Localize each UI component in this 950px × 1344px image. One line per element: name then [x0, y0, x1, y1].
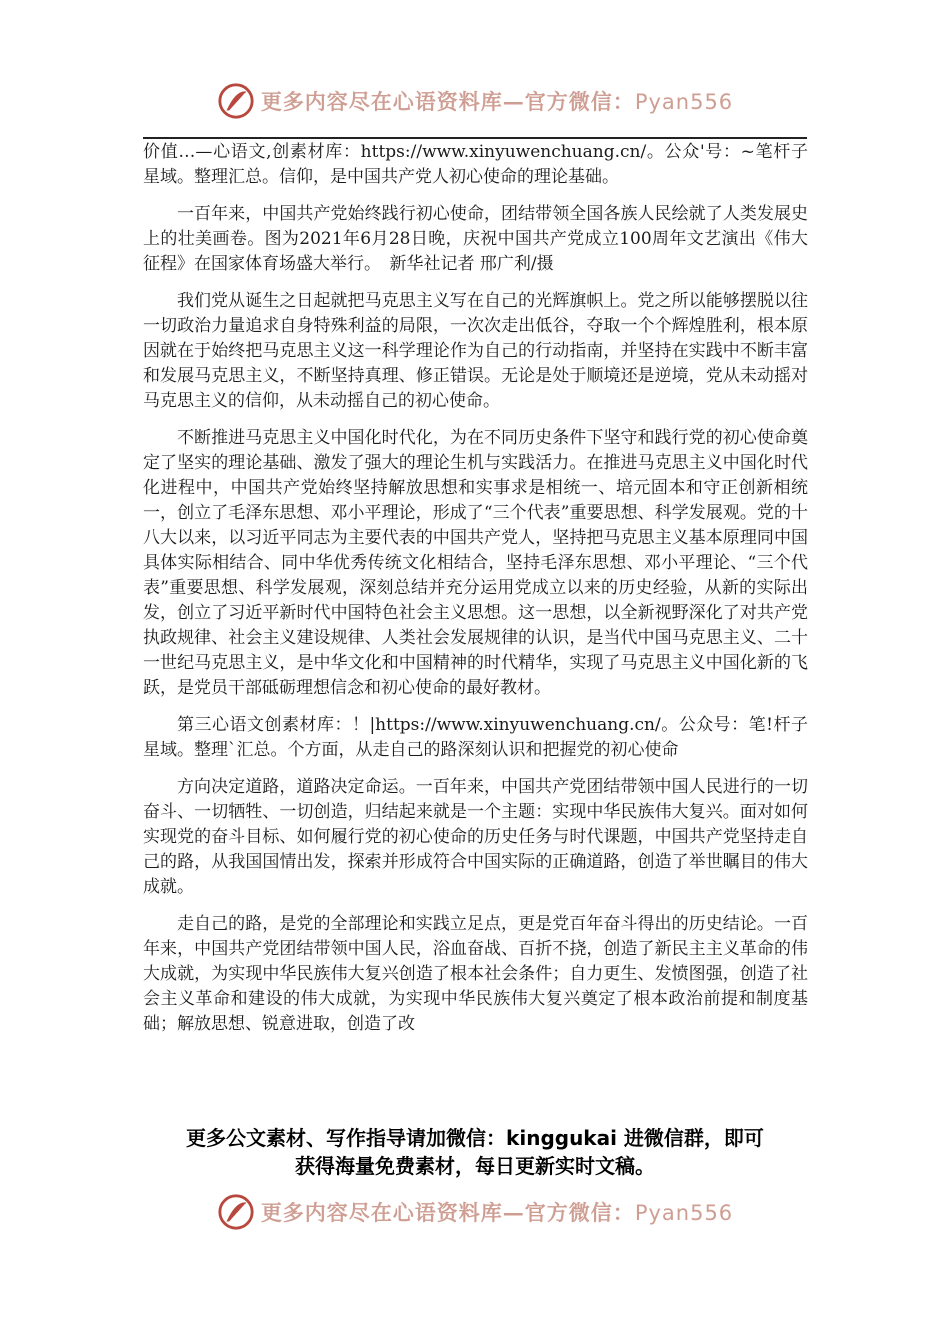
article-body [143, 140, 808, 1037]
header-banner-text: 更多内容尽在心语资料库—官方微信：Pyan556 [260, 89, 734, 114]
paragraph: 我们党从诞生之日起就把马克思主义写在自己的光辉旗帜上。党之所以能够摆脱以往一切政治力量追求自身特殊利益的局限，一次次走出低谷，夺取一个个辉煌胜利，根本原因就在于始终把马克思主义这一科学理论作为自己的行动指南，并坚持在实践中不断丰富和发展马克思主义，不断坚持真理、修正错误。无论是处于顺境还是逆境，党从未动摇对马克思主义的信仰，从未动摇自己的初心使命。 [143, 291, 808, 411]
paragraph: 不断推进马克思主义中国化时代化，为在不同历史条件下坚守和践行党的初心使命奠定了坚实的理论基础、激发了强大的理论生机与实践活力。在推进马克思主义中国化时代化进程中，中国共产党始终坚持解放思想和实事求是相统一、培元固本和守正创新相统一，创立了毛泽东思想、邓小平理论，形成了“三个代表”重要思想、科学发展观。党的十八大以来，以习近平同志为主要代表的中国共产党人，坚持把马克思主义基本原理同中国具体实际相结合、同中华优秀传统文化相结合，坚持毛泽东思想、邓小平理论、“三个代表”重要思想、科学发展观，深刻总结并充分运用党成立以来的历史经验，从新的实际出发，创立了习近平新时代中国特色社会主义思想。这一思想，以全新视野深化了对共产党执政规律、社会主义建设规律、人类社会发展规律的认识，是当代中国马克思主义、二十一世纪马克思主义，是中华文化和中国精神的时代精华，实现了马克思主义中国化新的飞跃，是党员干部砥砺理想信念和初心使命的最好教材。 [143, 428, 808, 698]
paragraph: 第三心语文创素材库：！|https://www.xinyuwenchuang.cn/。公众号：笔!杆子星域。整理`汇总。个方面，从走自己的路深刻认识和把握党的初心使命 [143, 715, 808, 760]
header-banner [0, 79, 950, 123]
promo-notice [100, 1124, 850, 1180]
footer-banner [0, 1190, 950, 1234]
paragraph: 价值…—心语文,创素材库：https://www.xinyuwenchuang.cn/。公众'号：~笔杆子星域。整理汇总。信仰，是中国共产党人初心使命的理论基础。 [143, 142, 808, 187]
paragraph: 一百年来，中国共产党始终践行初心使命，团结带领全国各族人民绘就了人类发展史上的壮美画卷。图为2021年6月28日晚，庆祝中国共产党成立100周年文艺演出《伟大征程》在国家体育场盛大举行。 新华社记者 邢广利/摄 [143, 204, 808, 274]
brand-logo-icon [217, 82, 255, 120]
brand-logo-icon [217, 1193, 255, 1231]
footer-banner-text: 更多内容尽在心语资料库—官方微信：Pyan556 [260, 1200, 734, 1225]
paragraph: 方向决定道路，道路决定命运。一百年来，中国共产党团结带领中国人民进行的一切奋斗、一切牺牲、一切创造，归结起来就是一个主题：实现中华民族伟大复兴。面对如何实现党的奋斗目标、如何履行党的初心使命的历史任务与时代课题，中国共产党坚持走自己的路，从我国国情出发，探索并形成符合中国实际的正确道路，创造了举世瞩目的伟大成就。 [143, 777, 808, 897]
header-divider [143, 137, 807, 139]
promo-line: 获得海量免费素材，每日更新实时文稿。 [295, 1154, 655, 1178]
promo-line: 更多公文素材、写作指导请加微信：kinggukai 进微信群，即可 [186, 1126, 764, 1150]
paragraph: 走自己的路，是党的全部理论和实践立足点，更是党百年奋斗得出的历史结论。一百年来，中国共产党团结带领中国人民，浴血奋战、百折不挠，创造了新民主主义革命的伟大成就，为实现中华民族伟大复兴创造了根本社会条件；自力更生、发愤图强，创造了社会主义革命和建设的伟大成就，为实现中华民族伟大复兴奠定了根本政治前提和制度基础；解放思想、锐意进取，创造了改 [143, 914, 808, 1034]
